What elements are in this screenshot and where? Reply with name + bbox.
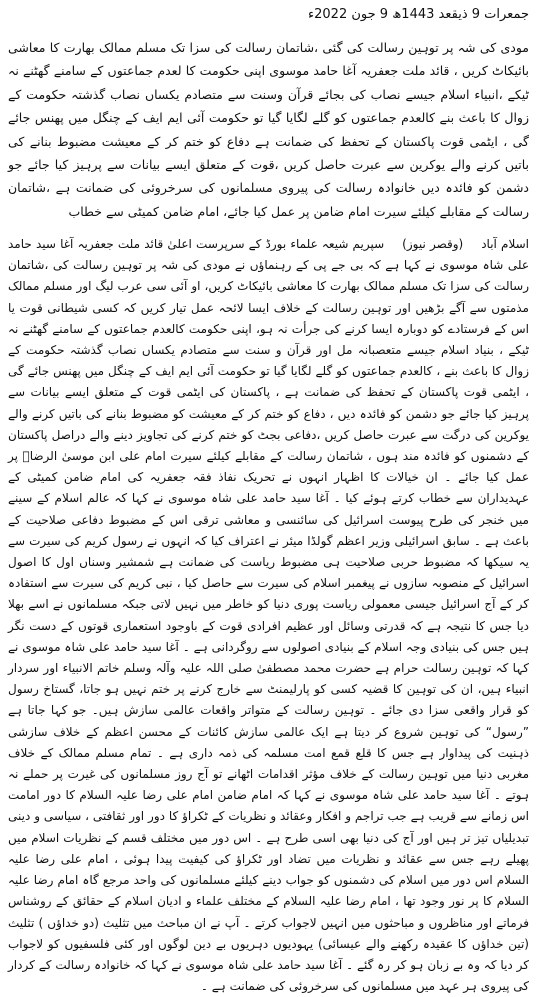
article-text: سپریم شیعہ علماء بورڈ کے سرپرست اعلیٰ قائد ملت جعفریہ آغا سید حامد علی شاہ موسوی نے کہا ہے کہ بی جے پی کے رہنماؤں نے مودی کی شہ پر توہین رسالت کی ،شاتمان رسالت کی سزا تک مسلم ممالک بھارت کا معاشی بائیکاٹ کریں، او آئی سی عرب لیگ اور مسلم ممالک مذمتوں سے آگے بڑھیں اور توہین رسالت کے خلاف ایسا لائحہ عمل تیار کریں کہ کسی شیطانی قوت یا اس کے فرستادے کو دوبارہ ایسا کرنے کی جرأت نہ ہو، اپنی حکومت کالعدم جماعتوں کے سامنے گھٹنے نہ ٹیکے ، بنیاد اسلام جیسے متعصبانہ مل اور قرآن و سنت سے متصادم یکساں نصاب گذشتہ حکومت کے زوال کا باعث بنے ، کالعدم جماعتوں کو گلے لگایا گیا تو حکومت آئی ایم ایف کے چنگل میں پھنس جائے گی ، ایٹمی قوت پاکستان کے تحفظ کی ضمانت ہے ، پاکستان کی ایٹمی قوت کے متعلق ایسے بیانات سے پرہیز کیا جائے جو دشمن کو فائدہ دیں ، دفاع کو ختم کر کے معیشت کو مضبوط بنانے کی باتیں کرنے والے یوکرین کی درگت سے عبرت حاصل کریں ،دفاعی بجٹ کو ختم کرنے کی تجاویز دینے والے دراصل پاکستان کے دشمنوں کو فائدہ مند ہوں ، شاتمان رسالت کے مقابلے کیلئے سیرت امام علی ابن موسیٰ الرضاؑ پر عمل کیا جائے ۔ ان خیالات کا اظہار انہوں نے تحریک نفاذ فقہ جعفریہ کی امام ضامن کمیٹی کے عہدیداران سے خطاب کرتے ہوئے کیا ۔ آغا سید حامد علی شاہ موسوی نے کہا کہ عالم اسلام کے سینے میں خنجر کی طرح پیوست اسرائیل کی سائنسی و معاشی ترقی اس کے مضبوط دفاعی صلاحیت کے باعث ہے ۔ سابق اسرائیلی وزیر اعظم گولڈا میئر نے اعتراف کیا کہ انہوں نے رسول کریم کی سیرت سے یہ سیکھا کہ مضبوط حربی صلاحیت ہی مضبوط ریاست کی ضمانت ہے شمشیر وسناں اول کا اصول اسرائیل کے منصوبہ سازوں نے پیغمبر اسلام کی سیرت سے حاصل کیا ، نبی کریم کی سیرت سے استفادہ کر کے آج اسرائیل جیسی معمولی ریاست پوری دنیا کو خاطر میں نہیں لاتی جبکہ مسلمانوں نے اسے بھلا دیا جس کا نتیجہ ہے کہ قدرتی وسائل اور عظیم افرادی قوت کے باوجود استعماری قوتوں کے دست نگر ہیں جس کی بنیادی وجہ اسلام کے بنیادی اصولوں سے روگردانی ہے ۔ آغا سید حامد علی شاہ موسوی نے کہا کہ توہین رسالت حرام ہے حضرت محمد مصطفیٰ صلی اللہ علیہ وآلہ وسلم خاتم الانبیاء اور سردار انبیاء ہیں، ان کی توہین کا قضیہ کسی کو پارلیمنٹ سے خارج کرنے پر ختم نہیں ہو جاتا، گستاخ رسول کو قرار واقعی سزا دی جائے ۔ توہین رسالت کے متواتر واقعات عالمی سازش ہیں۔ جو کہا جاتا ہے ”رسول“ کی توہین شروع کر دیتا ہے ایک عالمی سازش کائنات کے محسن اعظم کے خلاف سازشی ذہنیت کی پیداوار ہے جس کا قلع قمع امت مسلمہ کی ذمہ داری ہے ۔ تمام مسلم ممالک کے خلاف مغربی دنیا میں توہین رسالت کے خلاف مؤثر اقدامات اٹھانے تو آج روز مسلمانوں کی غیرت پر حملے نہ ہوتے ۔ آغا سید حامد علی شاہ موسوی نے کہا کہ امام ضامن امام علی رضا علیہ السلام کا دور امامت اس زمانے سے قریب ہے جب تراجم و افکار وعقائد و نظریات کے ٹکراؤ کا دور اور ثقافتی ، سیاسی و دینی تبدیلیاں تیز تر ہیں اور آج کی دنیا بھی اسی طرح ہے ۔ اس دور میں مختلف قسم کے نظریات اسلام میں پھیلے رہے جس سے عقائد و نظریات میں تضاد اور ٹکراؤ کی کیفیت پیدا ہوئی ، امام علی رضا علیہ السلام اس دور میں اسلام کی دشمنوں کو جواب دینے کیلئے مسلمانوں کی واحد مرجع گاہ امام رضا علیہ السلام کا پر نور وجود تھا ، امام رضا علیہ السلام کے مختلف علماء و ادیان اسلام کے حقائق کے روشناس فرماتے اور مناظروں و مباحثوں میں انہیں لاجواب کرتے ۔ آپ نے ان مباحث میں تثلیث (دو خداؤں ) تثلیث (تین خداؤں کا عقیدہ رکھنے والے عیسائی) یہودیوں دہریوں بے دین لوگوں اور کئی فلسفیوں کو لاجواب کر دیا کہ وہ بے زبان ہو کر رہ گئے ۔ آغا سید حامد علی شاہ موسوی نے کہا کہ خانوادہ رسالت کے کردار کی پیروی ہر عہد میں مسلمانوں کی سرخروئی کی ضمانت ہے ۔ xyxy=(8,237,529,994)
issue-date: جمعرات 9 ذیقعد 1443ھ 9 جون 2022ء xyxy=(308,7,529,22)
news-agency: (وقصر نیوز) xyxy=(402,237,464,251)
article-location: اسلام آباد xyxy=(481,237,530,251)
headline: مودی کی شہ پر توہین رسالت کی گئی ،شاتمان رسالت کی سزا تک مسلم ممالک بھارت کا معاشی بائیکاٹ کریں ، قائد ملت جعفریہ آغا حامد موسوی اپنی حکومت کا لعدم جماعتوں کے سامنے گھٹنے نہ ٹیکے ،انبیاء اسلام جیسے نصاب کی بجائے قرآن وسنت سے متصادم یکساں نصاب گذشتہ حکومت کے زوال کا باعث بنے کالعدم جماعتوں کو گلے لگایا گیا تو حکومت آئی ایم ایف کے چنگل میں پھنس جائے گی ، ایٹمی قوت پاکستان کے تحفظ کی ضمانت ہے دفاع کو ختم کر کے معیشت مضبوط بنانے کی باتیں کرنے والے یوکرین سے عبرت حاصل کریں ،قوت کے متعلق ایسے بیانات سے پرہیز کیا جائے جو دشمن کو فائدہ دیں خانوادہ رسالت کی پیروی مسلمانوں کی سرخروئی کی ضمانت ہے ،شاتمان رسالت کے مقابلے کیلئے سیرت امام ضامن پر عمل کیا جائے، امام ضامن کمیٹی سے خطاب xyxy=(8,40,529,219)
article-body xyxy=(8,234,530,994)
